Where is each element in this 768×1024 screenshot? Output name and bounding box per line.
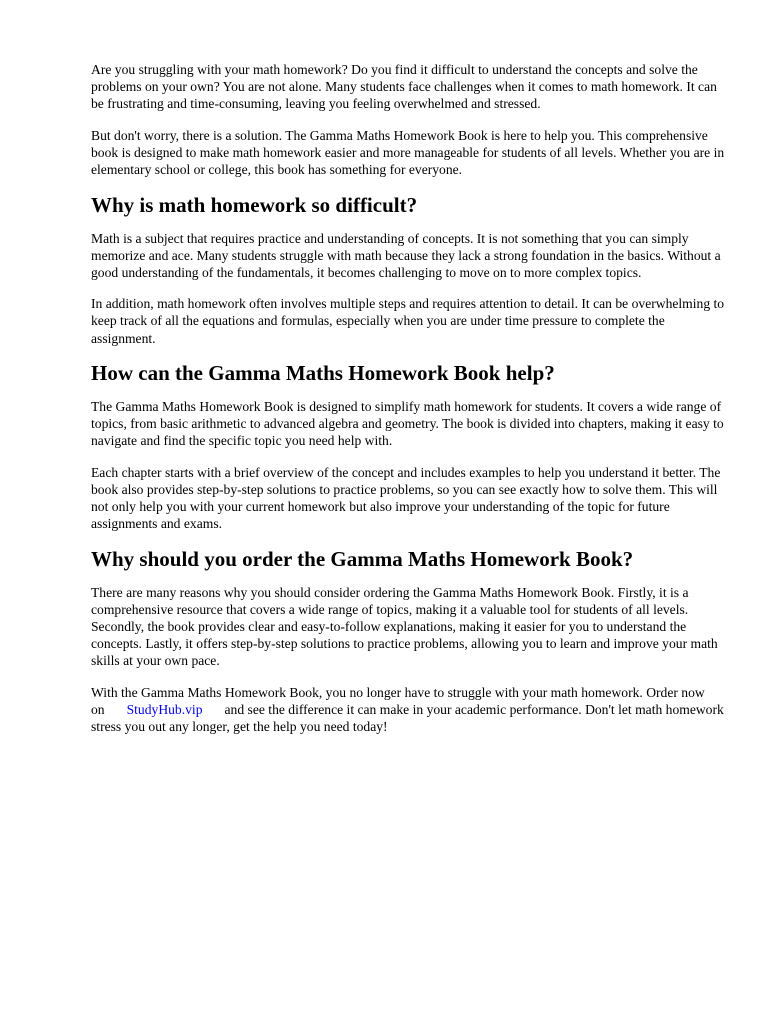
studyhub-link[interactable]: StudyHub.vip [126, 701, 203, 717]
document-page [91, 61, 731, 750]
intro-paragraph-1: Are you struggling with your math homework? Do you find it difficult to understand the concepts and solve the problems on your own? You are not alone. Many students face challenges when it comes to math homework. It can be frustrating and time-consuming, leaving you feeling overwhelmed and stressed. [91, 62, 717, 112]
section1-paragraph-1: Math is a subject that requires practice and understanding of concepts. It is not something that you can simply memorize and ace. Many students struggle with math because they lack a strong foundation in the basics. Without a good understanding of the fundamentals, it becomes challenging to move on to more complex topics. [91, 230, 721, 280]
intro-paragraph-2: But don't worry, there is a solution. The Gamma Maths Homework Book is here to help you. This comprehensive book is designed to make math homework easier and more manageable for students of all levels. Whether you are in elementary school or college, this book has something for everyone. [91, 127, 725, 177]
section-heading-why-difficult: Why is math homework so difficult? [91, 192, 418, 217]
section-heading-why-order: Why should you order the Gamma Maths Homework Book? [91, 546, 634, 571]
section2-paragraph-1: The Gamma Maths Homework Book is designed to simplify math homework for students. It covers a wide range of topics, from basic arithmetic to advanced algebra and geometry. The book is divided into chapters, making it easy to navigate and find the specific topic you need help with. [91, 399, 724, 449]
closing-text-before-link: With the Gamma Maths Homework Book, you no longer have to struggle with your math homework. Order now on [91, 684, 705, 717]
section1-paragraph-2: In addition, math homework often involves multiple steps and requires attention to detail. It can be overwhelming to keep track of all the equations and formulas, especially when you are under time pressure to complete the assignment. [91, 296, 725, 346]
closing-text-after-link: and see the difference it can make in your academic performance. Don't let math homework stress you out any longer, get the help you need today! [91, 701, 724, 734]
section2-paragraph-2: Each chapter starts with a brief overview of the concept and includes examples to help you understand it better. The book also provides step-by-step solutions to practice problems, so you can see exactly how to solve them. This will not only help you with your current homework but also improve your understanding of the topic for future assignments and exams. [91, 464, 721, 532]
section-heading-how-help: How can the Gamma Maths Homework Book help? [91, 361, 555, 386]
section3-paragraph-1: There are many reasons why you should consider ordering the Gamma Maths Homework Book. Firstly, it is a comprehensive resource that covers a wide range of topics, making it a valuable tool for students of all levels. Secondly, the book provides clear and easy-to-follow explanations, making it easier for you to understand the concepts. Lastly, it offers step-by-step solutions to practice problems, allowing you to learn and improve your math skills at your own pace. [91, 584, 718, 669]
closing-paragraph [91, 684, 731, 735]
